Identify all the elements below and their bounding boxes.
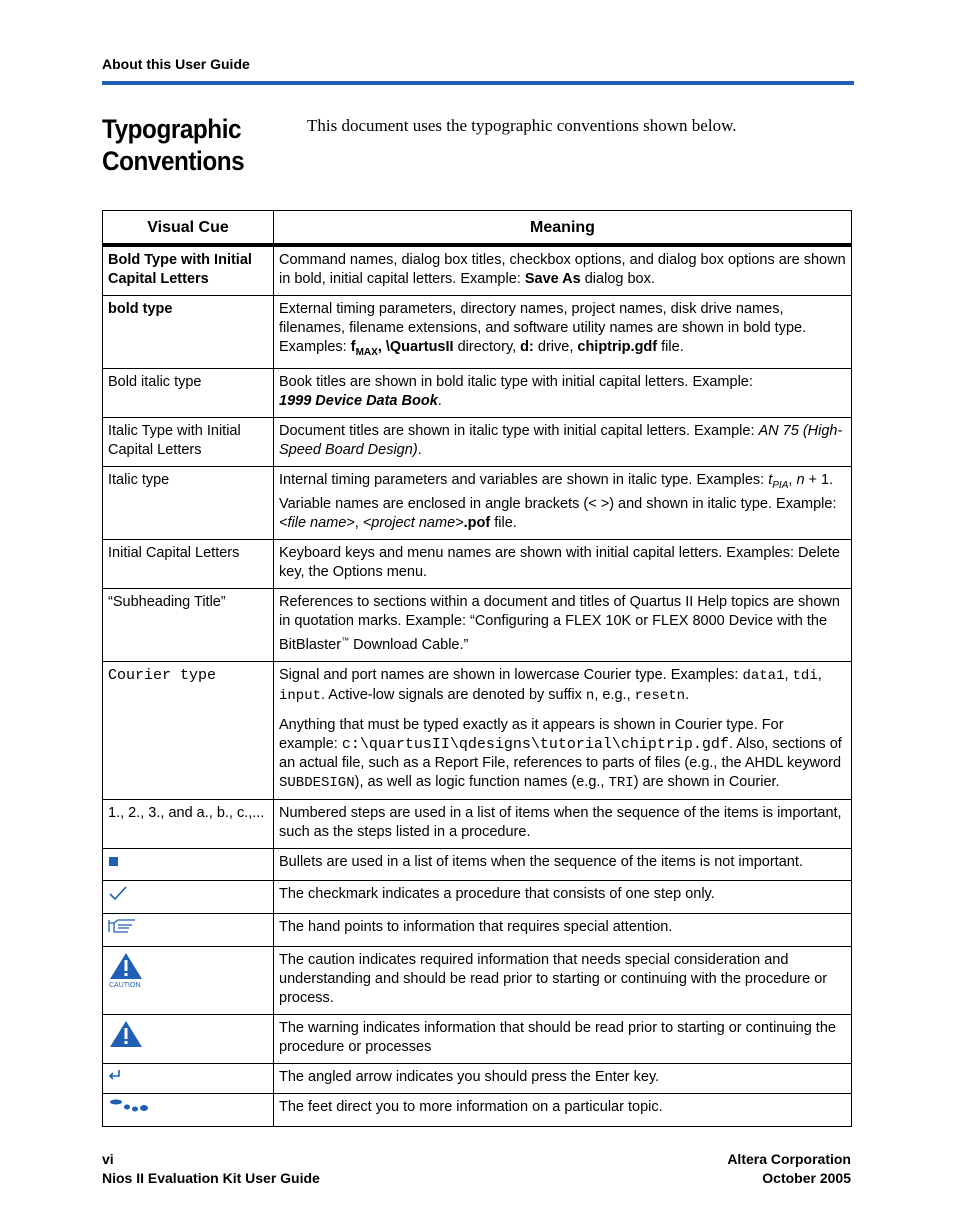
table-row xyxy=(103,799,852,848)
table-row xyxy=(103,913,852,946)
table-header-row xyxy=(103,211,852,246)
running-header: About this User Guide xyxy=(102,56,250,72)
title-line-2: Conventions xyxy=(102,146,245,176)
footer-right xyxy=(727,1150,851,1188)
cue-cell xyxy=(103,913,274,946)
checkmark-icon xyxy=(108,885,128,901)
conventions-table xyxy=(102,210,852,1127)
cue-cell: Initial Capital Letters xyxy=(103,539,274,588)
table-row xyxy=(103,661,852,799)
meaning-cell: Numbered steps are used in a list of items when the sequence of the items is important, such as the steps listed in a procedure. xyxy=(274,799,852,848)
table-row xyxy=(103,1093,852,1126)
doc-title: Nios II Evaluation Kit User Guide xyxy=(102,1170,320,1186)
page-number: vi xyxy=(102,1151,114,1167)
table-row xyxy=(103,245,852,296)
section-title xyxy=(102,113,244,177)
header-rule xyxy=(102,81,854,85)
feet-icon xyxy=(108,1098,148,1114)
meaning-cell: Keyboard keys and menu names are shown with initial capital letters. Examples: Delete key, the Options menu. xyxy=(274,539,852,588)
meaning-cell: Command names, dialog box titles, checkbox options, and dialog box options are shown in bold, initial capital letters. Example: Save As dialog box. xyxy=(274,245,852,296)
cue-cell xyxy=(103,848,274,880)
cue-cell xyxy=(103,1063,274,1093)
meaning-cell: The caution indicates required information that needs special consideration and understanding and should be read prior to starting or continuing with the procedure or process. xyxy=(274,946,852,1014)
table-row xyxy=(103,880,852,913)
col-meaning: Meaning xyxy=(274,211,852,246)
meaning-cell: Document titles are shown in italic type with initial capital letters. Example: AN 75 (High-Speed Board Design). xyxy=(274,417,852,466)
table-row xyxy=(103,417,852,466)
hand-icon xyxy=(108,918,138,934)
enter-arrow-icon xyxy=(108,1069,122,1081)
table-row xyxy=(103,946,852,1014)
meaning-cell: The warning indicates information that should be read prior to starting or continuing the procedure or processes xyxy=(274,1014,852,1063)
table-row xyxy=(103,368,852,417)
caution-icon xyxy=(108,951,148,989)
cue-cell xyxy=(103,946,274,1014)
table-row xyxy=(103,296,852,369)
footer-left xyxy=(102,1150,320,1188)
col-visual-cue: Visual Cue xyxy=(103,211,274,246)
meaning-cell: The checkmark indicates a procedure that consists of one step only. xyxy=(274,880,852,913)
meaning-cell: The hand points to information that requires special attention. xyxy=(274,913,852,946)
cue-cell xyxy=(103,1014,274,1063)
company-name: Altera Corporation xyxy=(727,1151,851,1167)
table-row xyxy=(103,588,852,661)
meaning-cell: Signal and port names are shown in lowercase Courier type. Examples: data1, tdi, input. Active-low signals are denoted by suffix n, e.g., resetn. Anything that must be typed exactly as it appears is shown in Courier type. For example: c:\quartusII\qdesigns\tutorial\chiptrip.gdf. Also, sections of an actual file, such as a Report File, references to parts of files (e.g., the AHDL keyword SUBDESIGN), as well as logic function names (e.g., TRI) are shown in Courier. xyxy=(274,661,852,799)
doc-date: October 2005 xyxy=(762,1170,851,1186)
cue-cell: Courier type xyxy=(103,661,274,799)
cue-cell: Bold Type with Initial Capital Letters xyxy=(103,245,274,296)
table-row xyxy=(103,539,852,588)
meaning-cell: The feet direct you to more information on a particular topic. xyxy=(274,1093,852,1126)
cue-cell xyxy=(103,880,274,913)
table-row xyxy=(103,848,852,880)
meaning-cell: Internal timing parameters and variables are shown in italic type. Examples: $t_{PIA}$, n + 1. Variable names are enclosed in angle brackets (< >) and shown in italic type. Example: <file name>, <project name>.pof file. xyxy=(274,466,852,539)
table-row xyxy=(103,1014,852,1063)
table-row xyxy=(103,466,852,539)
title-line-1: Typographic xyxy=(102,114,242,144)
warning-icon xyxy=(108,1019,144,1051)
meaning-cell: The angled arrow indicates you should press the Enter key. xyxy=(274,1063,852,1093)
table-row xyxy=(103,1063,852,1093)
caution-label: CAUTION xyxy=(109,981,141,989)
cue-cell: Italic type xyxy=(103,466,274,539)
meaning-cell: External timing parameters, directory names, project names, disk drive names, filenames, filename extensions, and software utility names are shown in bold type. Examples: $f_{MAX}$, \QuartusII directory, d: drive, chiptrip.gdf file. xyxy=(274,296,852,369)
cue-cell: Bold italic type xyxy=(103,368,274,417)
meaning-cell: Bullets are used in a list of items when the sequence of the items is not important. xyxy=(274,848,852,880)
cue-cell: 1., 2., 3., and a., b., c.,... xyxy=(103,799,274,848)
cue-cell: bold type xyxy=(103,296,274,369)
intro-text: This document uses the typographic conventions shown below. xyxy=(307,116,737,135)
meaning-cell: References to sections within a document and titles of Quartus II Help topics are shown in quotation marks. Example: “Configuring a FLEX 10K or FLEX 8000 Device with the BitBlaster™ Download Cable.” xyxy=(274,588,852,661)
meaning-cell: Book titles are shown in bold italic type with initial capital letters. Example: 1999 Device Data Book. xyxy=(274,368,852,417)
cue-cell: Italic Type with Initial Capital Letters xyxy=(103,417,274,466)
cue-cell: “Subheading Title” xyxy=(103,588,274,661)
square-bullet-icon xyxy=(108,856,120,868)
cue-cell xyxy=(103,1093,274,1126)
